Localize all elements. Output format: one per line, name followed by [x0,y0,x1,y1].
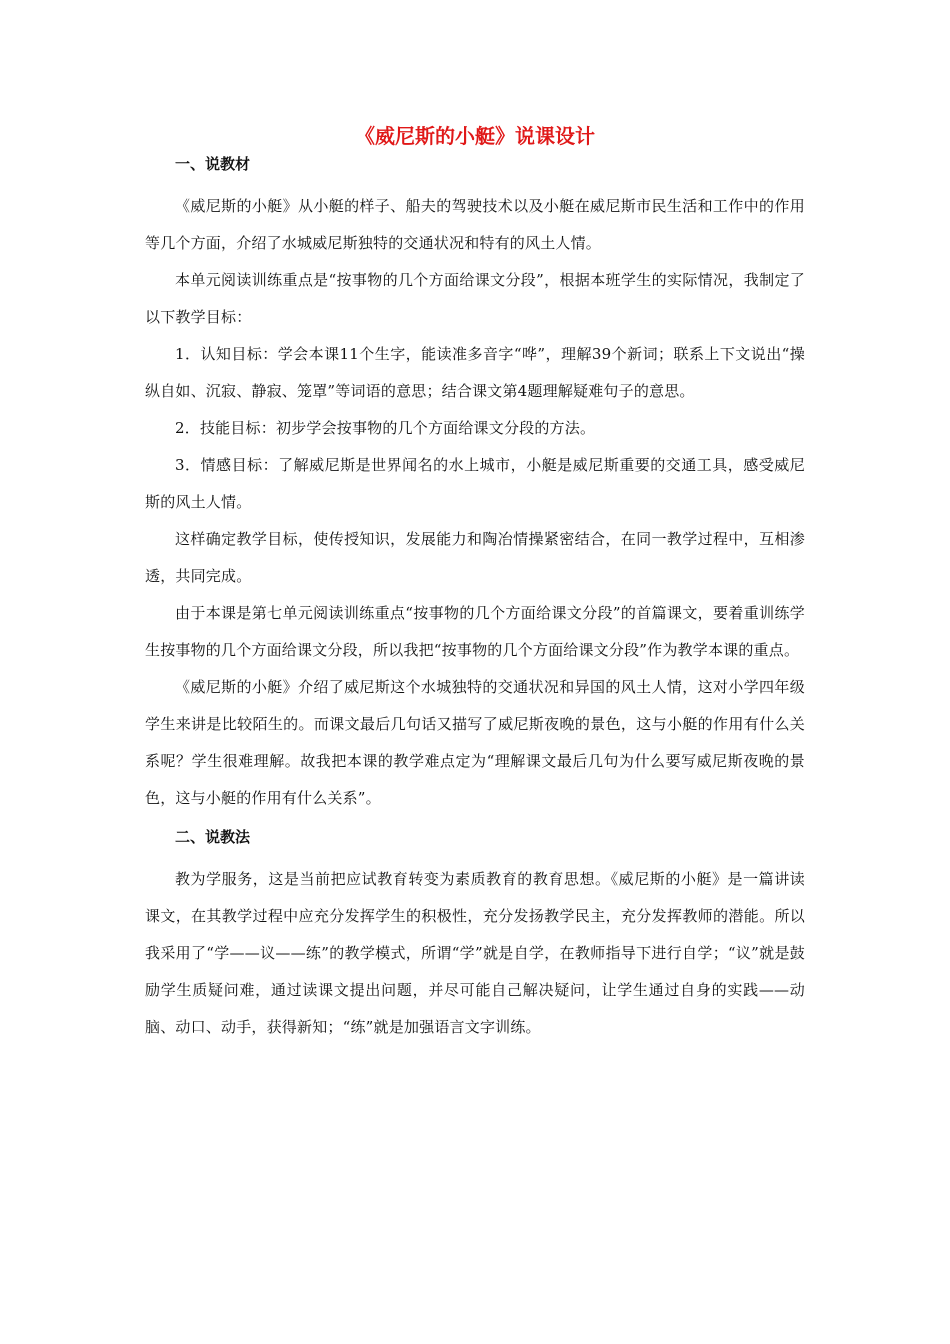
paragraph: 教为学服务，这是当前把应试教育转变为素质教育的教育思想。《威尼斯的小艇》是一篇讲读课文，在其教学过程中应充分发挥学生的积极性，充分发扬教学民主，充分发挥教师的潜能。所以我采用了“学——议——练”的教学模式，所谓“学”就是自学，在教师指导下进行自学；“议”就是鼓励学生质疑问难，通过读课文提出问题，并尽可能自己解决疑问，让学生通过自身的实践——动脑、动口、动手，获得新知；“练”就是加强语言文字训练。 [145,870,805,1036]
paragraph: 由于本课是第七单元阅读训练重点“按事物的几个方面给课文分段”的首篇课文，要着重训练学生按事物的几个方面给课文分段，所以我把“按事物的几个方面给课文分段”作为教学本课的重点。 [145,604,805,659]
paragraph: 1．认知目标：学会本课11个生字，能读准多音字“哗”，理解39个新词；联系上下文说出“操纵自如、沉寂、静寂、笼罩”等词语的意思；结合课文第4题理解疑难句子的意思。 [145,345,805,400]
document-title: 《威尼斯的小艇》说课设计 [355,124,595,148]
paragraph: 《威尼斯的小艇》从小艇的样子、船夫的驾驶技术以及小艇在威尼斯市民生活和工作中的作用等几个方面，介绍了水城威尼斯独特的交通状况和特有的风土人情。 [145,197,805,252]
paragraph: 本单元阅读训练重点是“按事物的几个方面给课文分段”，根据本班学生的实际情况，我制定了以下教学目标： [145,271,805,326]
paragraph: 《威尼斯的小艇》介绍了威尼斯这个水城独特的交通状况和异国的风土人情，这对小学四年级学生来讲是比较陌生的。而课文最后几句话又描写了威尼斯夜晚的景色，这与小艇的作用有什么关系呢？学生很难理解。故我把本课的教学难点定为“理解课文最后几句为什么要写威尼斯夜晚的景色，这与小艇的作用有什么关系”。 [145,678,805,807]
document-body [145,152,805,1046]
section-heading-textbook: 一、说教材 [175,155,251,173]
paragraph: 这样确定教学目标，使传授知识，发展能力和陶冶情操紧密结合，在同一教学过程中，互相渗透，共同完成。 [145,530,805,585]
section-heading-method: 二、说教法 [175,828,251,846]
paragraph: 3．情感目标：了解威尼斯是世界闻名的水上城市，小艇是威尼斯重要的交通工具，感受威尼斯的风土人情。 [145,456,805,511]
paragraph: 2．技能目标：初步学会按事物的几个方面给课文分段的方法。 [175,419,596,437]
